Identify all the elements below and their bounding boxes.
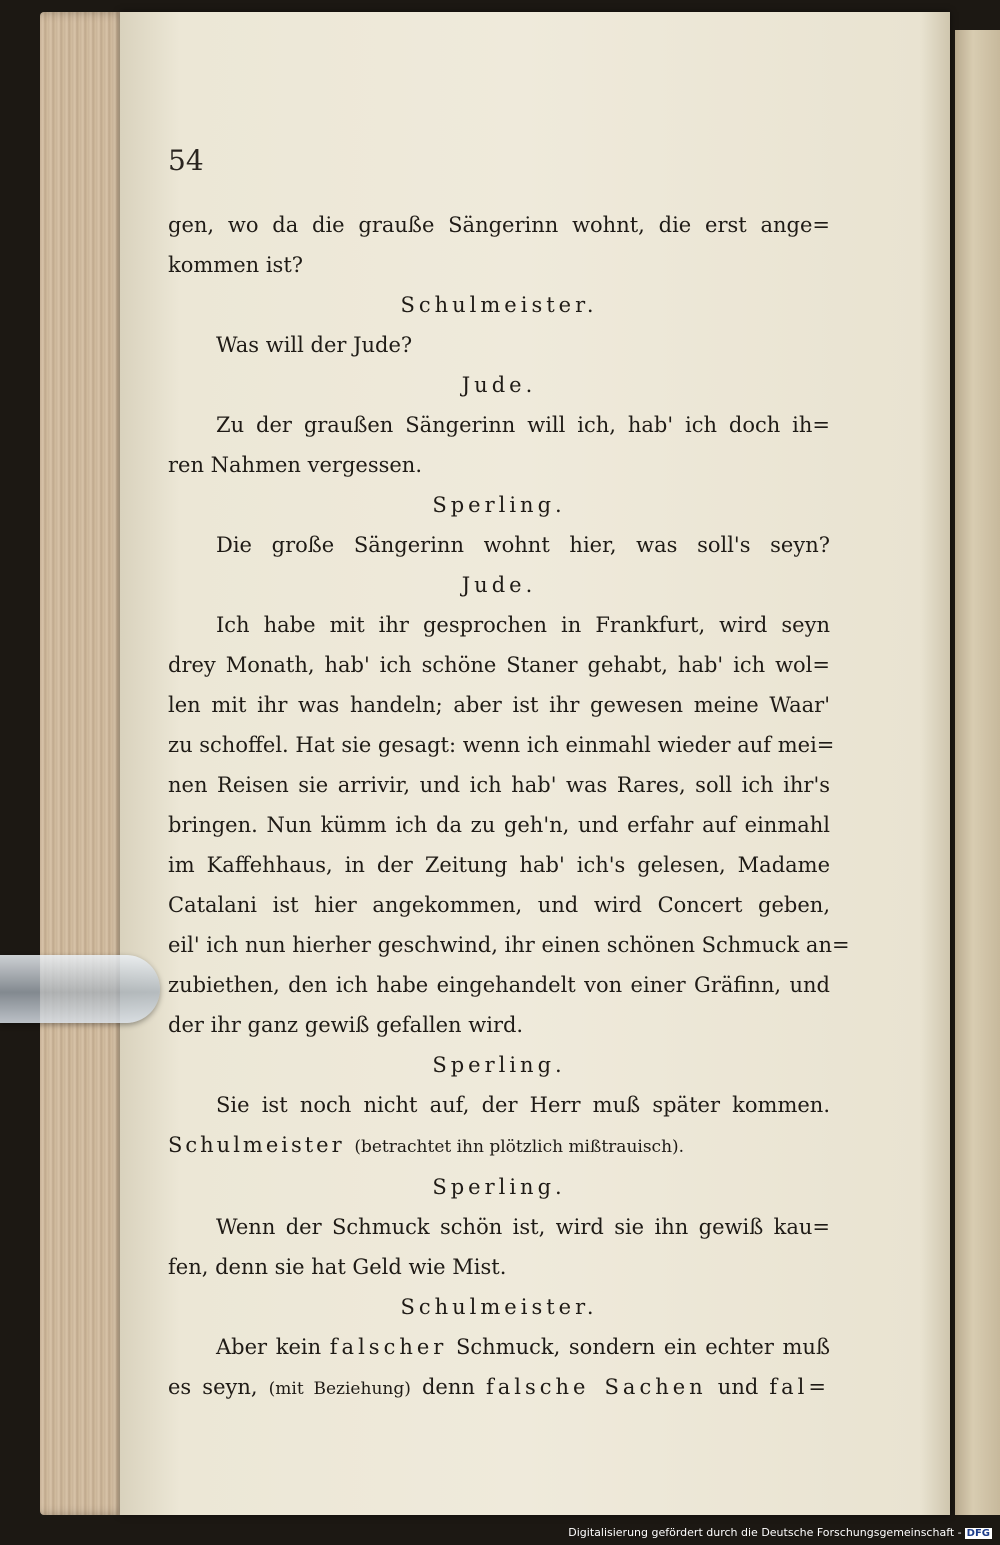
emphasized-text: falscher xyxy=(329,1335,448,1359)
text-line: Wenn der Schmuck schön ist, wird sie ihn gewiß kau= xyxy=(216,1215,830,1239)
speaker-heading: Schulmeister. xyxy=(400,293,598,317)
text-line: Catalani ist hier angekommen, und wird Concert geben, xyxy=(168,893,830,917)
text-line xyxy=(168,1367,830,1409)
dfg-logo: DFG xyxy=(966,1528,990,1539)
text-line: Ich habe mit ihr gesprochen in Frankfurt, wird seyn xyxy=(216,613,830,637)
text-line: drey Monath, hab' ich schöne Staner gehabt, hab' ich wol= xyxy=(168,653,830,677)
emphasized-text: falsche Sachen xyxy=(485,1375,707,1399)
text-line: kommen ist? xyxy=(168,253,304,277)
speaker-heading: Jude. xyxy=(461,373,537,397)
text-line: Zu der graußen Sängerinn will ich, hab' ich doch ih= xyxy=(216,413,830,437)
text-line: Was will der Jude? xyxy=(216,333,413,357)
text-segment: es seyn, xyxy=(168,1375,258,1399)
text-line: Sie ist noch nicht auf, der Herr muß später kommen. xyxy=(216,1093,830,1117)
page-number: 54 xyxy=(168,144,204,177)
speaker-heading: Sperling. xyxy=(432,1175,566,1199)
text-segment: denn xyxy=(421,1375,475,1399)
speaker-heading-with-direction xyxy=(168,1125,830,1167)
text-line: nen Reisen sie arrivir, und ich hab' was Rares, soll ich ihr's xyxy=(168,773,830,797)
text-line: zu schoffel. Hat sie gesagt: wenn ich einmahl wieder auf mei= xyxy=(168,733,835,757)
stage-direction: (betrachtet ihn plötzlich mißtrauisch). xyxy=(354,1137,685,1157)
speaker-heading: Sperling. xyxy=(432,1053,566,1077)
facing-page-edge xyxy=(955,30,1000,1515)
text-segment: Aber kein xyxy=(216,1335,322,1359)
credit-text: Digitalisierung gefördert durch die Deutsche Forschungsgemeinschaft - xyxy=(568,1526,962,1539)
digitization-credit xyxy=(568,1526,992,1539)
text-segment: Schmuck, sondern ein echter muß xyxy=(455,1335,830,1359)
text-line xyxy=(168,1327,830,1367)
text-line: im Kaffehhaus, in der Zeitung hab' ich's gelesen, Madame xyxy=(168,853,830,877)
page-text xyxy=(168,205,850,1409)
emphasized-text: fal= xyxy=(769,1375,830,1399)
stage-direction: (mit Beziehung) xyxy=(268,1379,411,1399)
text-line: bringen. Nun kümm ich da zu geh'n, und erfahr auf einmahl xyxy=(168,813,830,837)
page-holder-clip xyxy=(0,955,160,1023)
speaker-heading: Sperling. xyxy=(432,493,566,517)
speaker-heading: Schulmeister. xyxy=(400,1295,598,1319)
speaker-name: Schulmeister xyxy=(168,1133,345,1157)
text-line: Die große Sängerinn wohnt hier, was soll's seyn? xyxy=(216,533,830,557)
text-line: ren Nahmen vergessen. xyxy=(168,453,423,477)
text-line: der ihr ganz gewiß gefallen wird. xyxy=(168,1013,524,1037)
text-line: eil' ich nun hierher geschwind, ihr einen schönen Schmuck an= xyxy=(168,933,850,957)
text-segment: und xyxy=(717,1375,759,1399)
text-line: gen, wo da die grauße Sängerinn wohnt, die erst ange= xyxy=(168,213,830,237)
text-line: fen, denn sie hat Geld wie Mist. xyxy=(168,1255,507,1279)
text-line: zubiethen, den ich habe eingehandelt von einer Gräfinn, und xyxy=(168,973,830,997)
text-line: len mit ihr was handeln; aber ist ihr gewesen meine Waar' xyxy=(168,693,830,717)
speaker-heading: Jude. xyxy=(461,573,537,597)
